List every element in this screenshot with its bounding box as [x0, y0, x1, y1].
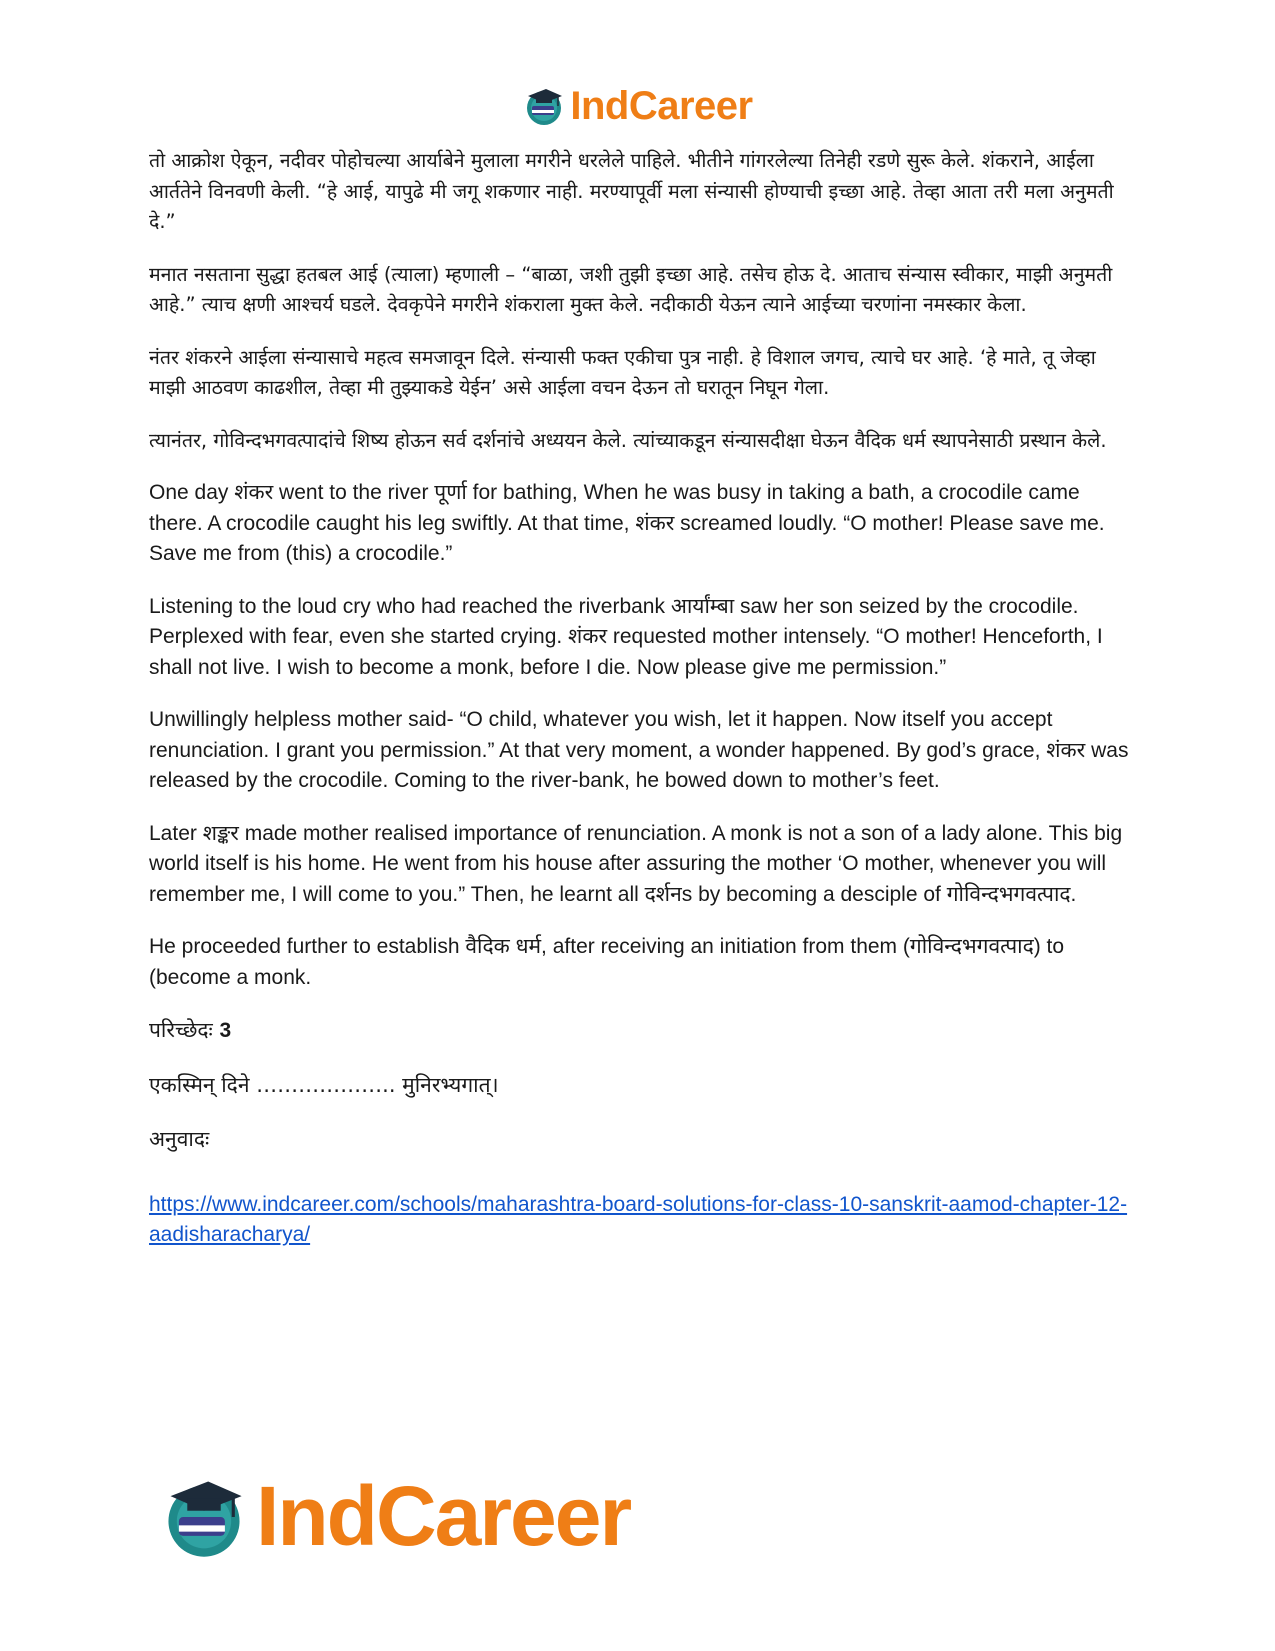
header-logo	[0, 82, 1275, 130]
indcareer-logo-large	[158, 1468, 630, 1565]
paragraph-english-5: He proceeded further to establish वैदिक धर्म, after receiving an initiation from them (गोविन्दभगवत्पाद) to (become a monk.	[149, 935, 1065, 989]
paragraph-marathi-2: मनात नसताना सुद्धा हतबल आई (त्याला) म्हणाली – “बाळा, जशी तुझी इच्छा आहे. तसेच होऊ दे. आताच संन्यास स्वीकार, माझी अनुमती आहे.” त्याच क्षणी आश्चर्य घडले. देवकृपेने मगरीने शंकराला मुक्त केले. नदीकाठी येऊन त्याने आईच्या चरणांना नमस्कार केला.	[149, 262, 1113, 316]
section-label: परिच्छेदः	[149, 1018, 213, 1042]
paragraph-english-2: Listening to the loud cry who had reached the riverbank आर्यांम्बा saw her son seized by the crocodile. Perplexed with fear, even she started crying. शंकर requested mother intensely. “O mother! Henceforth, I shall not live. I wish to become a monk, before I die. Now please give me permission.”	[149, 594, 1103, 679]
paragraph-english-3: Unwillingly helpless mother said- “O child, whatever you wish, let it happen. Now itself you accept renunciation. I grant you permission.” At that very moment, a wonder happened. By god’s grace, शंकर was released by the crocodile. Coming to the river-bank, he bowed down to mother’s feet.	[149, 708, 1129, 792]
translation-label: अनुवादः	[149, 1127, 210, 1151]
paragraph-marathi-4: त्यानंतर, गोविन्दभगवत्पादांचे शिष्य होऊन सर्व दर्शनांचे अध्ययन केले. त्यांच्याकडून संन्यासदीक्षा घेऊन वैदिक धर्म स्थापनेसाठी प्रस्थान केले.	[149, 428, 1107, 452]
logo-text-large: IndCareer	[256, 1469, 631, 1563]
document-body	[149, 146, 1134, 1250]
section-heading	[149, 1015, 1134, 1046]
paragraph-english-4: Later शङ्कर made mother realised importance of renunciation. A monk is not a son of a lady alone. This big world itself is his home. He went from his house after assuring the mother ‘O mother, whenever you will remember me, I will come to you.” Then, he learnt all दर्शनs by becoming a desciple of गोविन्दभगवत्पाद.	[149, 821, 1123, 906]
graduation-cap-globe-icon	[158, 1471, 250, 1563]
graduation-cap-globe-icon	[522, 84, 566, 128]
source-link[interactable]: https://www.indcareer.com/schools/maharashtra-board-solutions-for-class-10-sanskrit-aamod-chapter-12-aadisharacharya/	[149, 1193, 1128, 1246]
section-number: 3	[219, 1019, 232, 1042]
logo-text: IndCareer	[570, 83, 753, 128]
footer-logo	[158, 1468, 630, 1568]
paragraph-marathi-3: नंतर शंकरने आईला संन्यासाचे महत्व समजावून दिले. संन्यासी फक्त एकीचा पुत्र नाही. हे विशाल जगच, त्याचे घर आहे. ‘हे माते, तू जेव्हा माझी आठवण काढशील, तेव्हा मी तुझ्याकडे येईन’ असे आईला वचन देऊन तो घरातून निघून गेला.	[149, 345, 1096, 399]
paragraph-marathi-1: तो आक्रोश ऐकून, नदीवर पोहोचल्या आर्याबेने मुलाला मगरीने धरलेले पाहिले. भीतीने गांगरलेल्या तिनेही रडणे सुरू केले. शंकराने, आईला आर्ततेने विनवणी केली. “हे आई, यापुढे मी जगू शकणार नाही. मरण्यापूर्वी मला संन्यासी होण्याची इच्छा आहे. तेव्हा आता तरी मला अनुमती दे.”	[149, 149, 1114, 233]
paragraph-english-1: One day शंकर went to the river पूर्णा for bathing, When he was busy in taking a bath, a crocodile came there. A crocodile caught his leg swiftly. At that time, शंकर screamed loudly. “O mother! Please save me. Save me from (this) a crocodile.”	[149, 481, 1105, 565]
verse-line: एकस्मिन् दिने ……………….. मुनिरभ्यगात्।	[149, 1073, 499, 1097]
indcareer-logo	[522, 84, 752, 129]
